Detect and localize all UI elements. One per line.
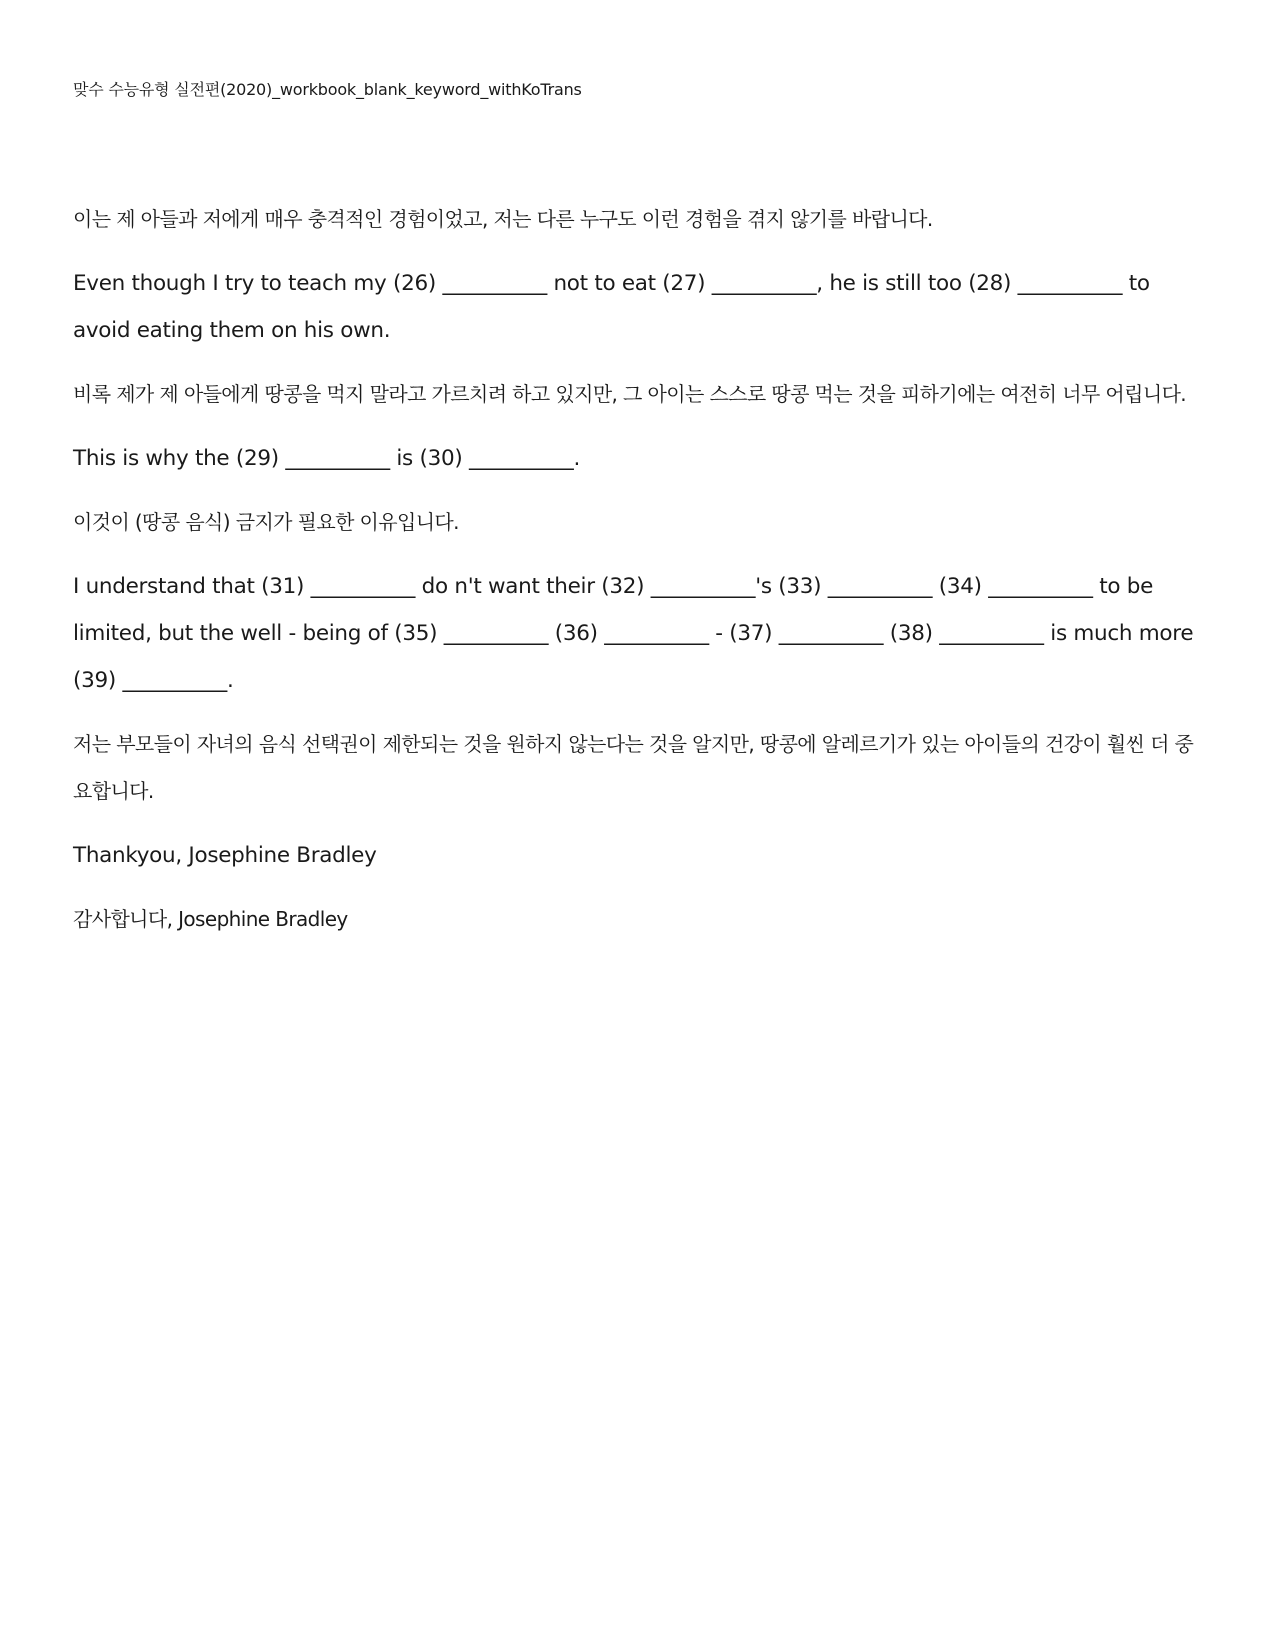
korean-translation-paragraph: 비록 제가 제 아들에게 땅콩을 먹지 말라고 가르치려 하고 있지만, 그 아이는 스스로 땅콩 먹는 것을 피하기에는 여전히 너무 어립니다. — [73, 382, 1187, 406]
english-blank-paragraph: Even though I try to teach my (26) __________ not to eat (27) __________, he is still too (28) __________ to avoid eating them on his own. — [73, 271, 1150, 343]
korean-translation-paragraph: 이는 제 아들과 저에게 매우 충격적인 경험이었고, 저는 다른 누구도 이런 경험을 겪지 않기를 바랍니다. — [73, 207, 933, 231]
korean-translation-paragraph: 이것이 (땅콩 음식) 금지가 필요한 이유입니다. — [73, 510, 459, 534]
korean-translation-paragraph: 저는 부모들이 자녀의 음식 선택권이 제한되는 것을 원하지 않는다는 것을 알지만, 땅콩에 알레르기가 있는 아이들의 건강이 훨씬 더 중요합니다. — [73, 732, 1194, 803]
document-header: 맞수 수능유형 실전편(2020)_workbook_blank_keyword_withKoTrans — [73, 80, 582, 99]
english-blank-paragraph: This is why the (29) __________ is (30) __________. — [73, 446, 580, 471]
document-body — [73, 196, 1203, 960]
english-blank-paragraph: I understand that (31) __________ do n't want their (32) __________'s (33) __________ (34) __________ to be limited, but the well - being of (35) __________ (36) __________ - (37) __________ (38) __________ is much more (39) __________. — [73, 574, 1194, 693]
closing-signature: Thankyou, Josephine Bradley — [73, 843, 377, 868]
closing-signature-translation: 감사합니다, Josephine Bradley — [73, 907, 348, 931]
